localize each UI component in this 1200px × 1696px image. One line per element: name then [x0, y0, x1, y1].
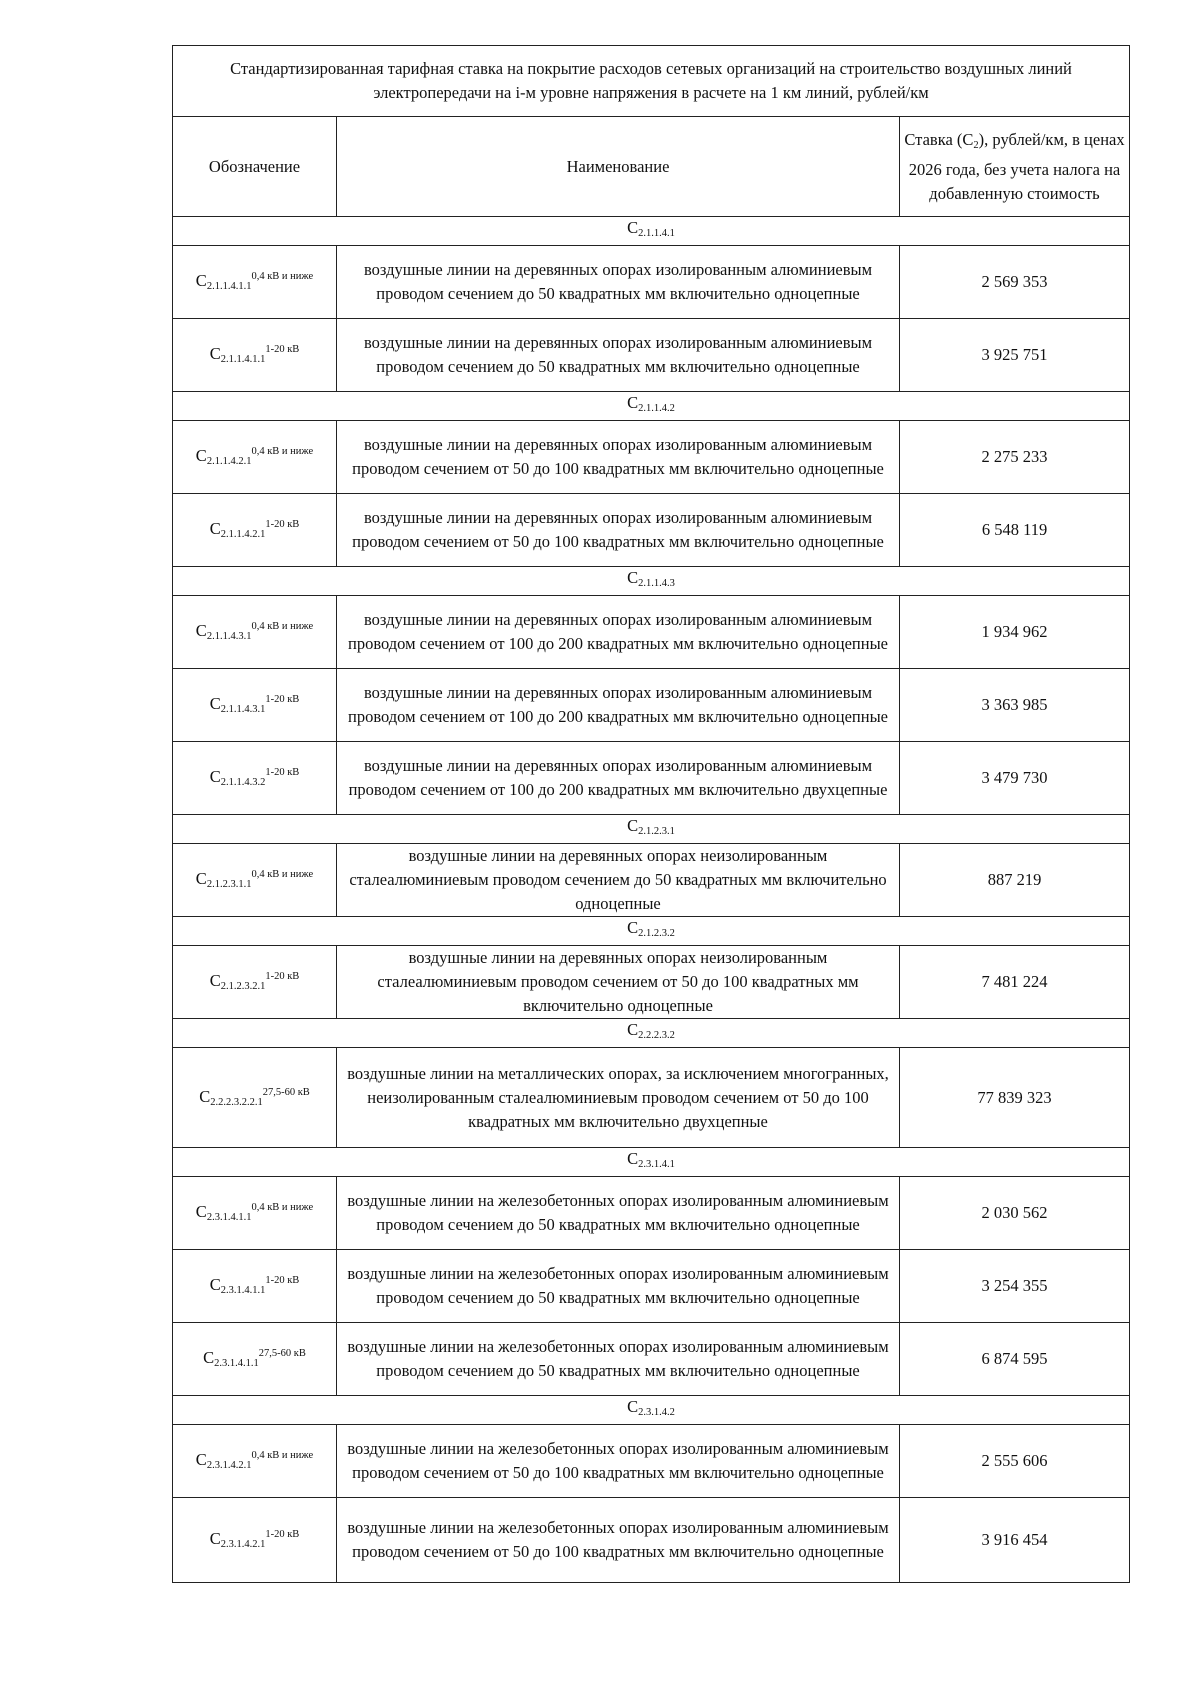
row-code-sub: 2.3.1.4.1.1	[220, 1285, 266, 1296]
row-code-voltage: 1-20 кВ	[265, 1275, 300, 1286]
row-code-voltage: 0,4 кВ и ниже	[251, 869, 314, 880]
row-code-sub: 2.2.2.3.2.2.1	[210, 1096, 263, 1108]
group-code-base: С	[627, 816, 639, 835]
group-code-base: С	[627, 918, 639, 937]
row-code-sub: 2.1.1.4.1.1	[220, 354, 266, 365]
row-code-sub: 2.3.1.4.2.1	[206, 1460, 252, 1471]
row-name: воздушные линии на железобетонных опорах изолированным алюминиевым проводом сечением от 50 до 100 квадратных мм включительно одноцепные	[337, 1498, 900, 1583]
group-code-base: С	[627, 218, 639, 237]
row-name: воздушные линии на железобетонных опорах изолированным алюминиевым проводом сечением от 50 до 100 квадратных мм включительно одноцепные	[337, 1425, 900, 1498]
row-designation	[173, 421, 337, 494]
group-code-base: С	[627, 568, 639, 587]
table-row	[173, 1250, 1130, 1323]
row-rate: 77 839 323	[900, 1048, 1130, 1148]
header-designation: Обозначение	[173, 117, 337, 217]
row-code-sub: 2.1.1.4.1.1	[206, 281, 252, 292]
group-row	[173, 567, 1130, 596]
table-row	[173, 1323, 1130, 1396]
group-row	[173, 1396, 1130, 1425]
group-code-sub: 2.3.1.4.1	[638, 1159, 675, 1170]
row-name: воздушные линии на деревянных опорах изолированным алюминиевым проводом сечением от 100 до 200 квадратных мм включительно одноцепные	[337, 669, 900, 742]
group-row	[173, 1148, 1130, 1177]
row-rate: 6 548 119	[900, 494, 1130, 567]
table-row	[173, 246, 1130, 319]
row-code-voltage: 0,4 кВ и ниже	[251, 446, 314, 457]
row-code-base: С	[203, 1348, 215, 1367]
table-row	[173, 946, 1130, 1019]
row-name: воздушные линии на деревянных опорах неизолированным сталеалюминиевым проводом сечением от 50 до 100 квадратных мм включительно одноцепные	[337, 946, 900, 1019]
group-row	[173, 1019, 1130, 1048]
row-code-sub: 2.3.1.4.2.1	[220, 1539, 266, 1550]
header-rate-prefix: Ставка (С	[904, 129, 974, 149]
row-designation	[173, 742, 337, 815]
tariff-table	[172, 45, 1130, 1583]
group-code	[173, 917, 1130, 946]
row-designation	[173, 1250, 337, 1323]
group-code-base: С	[627, 1149, 639, 1168]
header-rate	[900, 117, 1130, 217]
group-row	[173, 917, 1130, 946]
row-name: воздушные линии на деревянных опорах изолированным алюминиевым проводом сечением от 100 до 200 квадратных мм включительно двухцепные	[337, 742, 900, 815]
table-row	[173, 494, 1130, 567]
row-designation	[173, 669, 337, 742]
row-rate: 3 254 355	[900, 1250, 1130, 1323]
row-name: воздушные линии на железобетонных опорах изолированным алюминиевым проводом сечением до 50 квадратных мм включительно одноцепные	[337, 1250, 900, 1323]
row-code-sub: 2.3.1.4.1.1	[214, 1358, 259, 1369]
row-designation	[173, 844, 337, 917]
row-rate: 2 555 606	[900, 1425, 1130, 1498]
table-row	[173, 319, 1130, 392]
row-code-base: С	[195, 869, 207, 888]
row-code-voltage: 27,5-60 кВ	[262, 1086, 310, 1098]
row-name: воздушные линии на железобетонных опорах изолированным алюминиевым проводом сечением до 50 квадратных мм включительно одноцепные	[337, 1177, 900, 1250]
row-designation	[173, 494, 337, 567]
row-name: воздушные линии на деревянных опорах изолированным алюминиевым проводом сечением до 50 квадратных мм включительно одноцепные	[337, 319, 900, 392]
row-designation	[173, 1048, 337, 1148]
row-rate: 6 874 595	[900, 1323, 1130, 1396]
row-designation	[173, 596, 337, 669]
group-code-sub: 2.3.1.4.2	[638, 1407, 675, 1418]
table-row	[173, 742, 1130, 815]
group-code	[173, 392, 1130, 421]
table-row	[173, 1177, 1130, 1250]
group-code-sub: 2.1.2.3.1	[638, 826, 675, 837]
row-name: воздушные линии на деревянных опорах изолированным алюминиевым проводом сечением от 100 до 200 квадратных мм включительно одноцепные	[337, 596, 900, 669]
row-code-voltage: 1-20 кВ	[265, 694, 300, 705]
table-row	[173, 1048, 1130, 1148]
row-code-sub: 2.1.1.4.2.1	[206, 456, 252, 467]
group-code-base: С	[627, 1020, 639, 1039]
row-code-voltage: 27,5-60 кВ	[258, 1348, 306, 1359]
row-designation	[173, 1323, 337, 1396]
row-rate: 3 925 751	[900, 319, 1130, 392]
row-code-base: С	[195, 271, 207, 290]
row-code-base: С	[209, 1275, 221, 1294]
row-designation	[173, 1177, 337, 1250]
row-name: воздушные линии на железобетонных опорах изолированным алюминиевым проводом сечением до 50 квадратных мм включительно одноцепные	[337, 1323, 900, 1396]
row-code-sub: 2.1.1.4.3.1	[206, 631, 252, 642]
row-code-base: С	[209, 344, 221, 363]
group-code	[173, 1019, 1130, 1048]
row-rate: 3 479 730	[900, 742, 1130, 815]
row-code-voltage: 0,4 кВ и ниже	[251, 1202, 314, 1213]
row-code-sub: 2.1.1.4.3.1	[220, 704, 266, 715]
row-code-base: С	[209, 971, 221, 990]
header-rate-sub: 2	[973, 139, 979, 151]
table-caption: Стандартизированная тарифная ставка на покрытие расходов сетевых организаций на строительство воздушных линий электропередачи на i-м уровне напряжения в расчете на 1 км линий, рублей/км	[173, 46, 1130, 117]
table-header-row	[173, 117, 1130, 217]
row-code-voltage: 1-20 кВ	[265, 519, 300, 530]
row-code-voltage: 1-20 кВ	[265, 344, 300, 355]
group-code-sub: 2.1.1.4.2	[638, 403, 675, 414]
group-code-sub: 2.2.2.3.2	[638, 1030, 675, 1041]
row-rate: 3 916 454	[900, 1498, 1130, 1583]
row-code-sub: 2.1.2.3.1.1	[206, 879, 252, 890]
table-row	[173, 844, 1130, 917]
row-code-base: С	[209, 519, 221, 538]
row-code-voltage: 0,4 кВ и ниже	[251, 621, 314, 632]
row-name: воздушные линии на деревянных опорах изолированным алюминиевым проводом сечением от 50 до 100 квадратных мм включительно одноцепные	[337, 421, 900, 494]
row-code-base: С	[195, 1450, 207, 1469]
group-row	[173, 217, 1130, 246]
row-code-voltage: 0,4 кВ и ниже	[251, 1450, 314, 1461]
row-name: воздушные линии на деревянных опорах неизолированным сталеалюминиевым проводом сечением до 50 квадратных мм включительно одноцепные	[337, 844, 900, 917]
row-rate: 2 569 353	[900, 246, 1130, 319]
group-code	[173, 1396, 1130, 1425]
row-code-base: С	[195, 446, 207, 465]
row-code-voltage: 1-20 кВ	[265, 971, 300, 982]
row-name: воздушные линии на металлических опорах, за исключением многогранных, неизолированным сталеалюминиевым проводом сечением от 50 до 100 квадратных мм включительно двухцепные	[337, 1048, 900, 1148]
row-code-voltage: 0,4 кВ и ниже	[251, 271, 314, 282]
row-code-base: С	[195, 621, 207, 640]
row-rate: 3 363 985	[900, 669, 1130, 742]
row-code-voltage: 1-20 кВ	[265, 767, 300, 778]
group-code-sub: 2.1.2.3.2	[638, 928, 675, 939]
row-code-sub: 2.1.1.4.2.1	[220, 529, 266, 540]
group-code-sub: 2.1.1.4.3	[638, 578, 675, 589]
group-code	[173, 567, 1130, 596]
table-row	[173, 596, 1130, 669]
group-code-base: С	[627, 393, 639, 412]
row-rate: 2 030 562	[900, 1177, 1130, 1250]
row-rate: 1 934 962	[900, 596, 1130, 669]
row-name: воздушные линии на деревянных опорах изолированным алюминиевым проводом сечением до 50 квадратных мм включительно одноцепные	[337, 246, 900, 319]
table-row	[173, 421, 1130, 494]
row-rate: 887 219	[900, 844, 1130, 917]
group-code	[173, 1148, 1130, 1177]
row-code-base: С	[209, 694, 221, 713]
row-rate: 2 275 233	[900, 421, 1130, 494]
group-code	[173, 217, 1130, 246]
header-name: Наименование	[337, 117, 900, 217]
tariff-table-body	[173, 46, 1130, 1583]
row-name: воздушные линии на деревянных опорах изолированным алюминиевым проводом сечением от 50 до 100 квадратных мм включительно одноцепные	[337, 494, 900, 567]
row-designation	[173, 946, 337, 1019]
group-code	[173, 815, 1130, 844]
row-designation	[173, 1498, 337, 1583]
group-row	[173, 815, 1130, 844]
row-designation	[173, 1425, 337, 1498]
group-row	[173, 392, 1130, 421]
group-code-sub: 2.1.1.4.1	[638, 228, 675, 239]
row-designation	[173, 246, 337, 319]
row-code-sub: 2.3.1.4.1.1	[206, 1212, 252, 1223]
row-code-base: С	[199, 1086, 211, 1106]
row-code-voltage: 1-20 кВ	[265, 1529, 300, 1540]
row-code-base: С	[209, 1529, 221, 1548]
row-rate: 7 481 224	[900, 946, 1130, 1019]
row-code-sub: 2.1.2.3.2.1	[220, 981, 266, 992]
row-code-base: С	[195, 1202, 207, 1221]
table-row	[173, 669, 1130, 742]
table-row	[173, 1425, 1130, 1498]
table-row	[173, 1498, 1130, 1583]
table-caption-row	[173, 46, 1130, 117]
row-designation	[173, 319, 337, 392]
row-code-base: С	[209, 767, 221, 786]
group-code-base: С	[627, 1397, 639, 1416]
header-rate-suffix: ), рублей/км, в ценах 2026 года, без учета налога на добавленную стоимость	[908, 129, 1125, 203]
row-code-sub: 2.1.1.4.3.2	[220, 777, 266, 788]
